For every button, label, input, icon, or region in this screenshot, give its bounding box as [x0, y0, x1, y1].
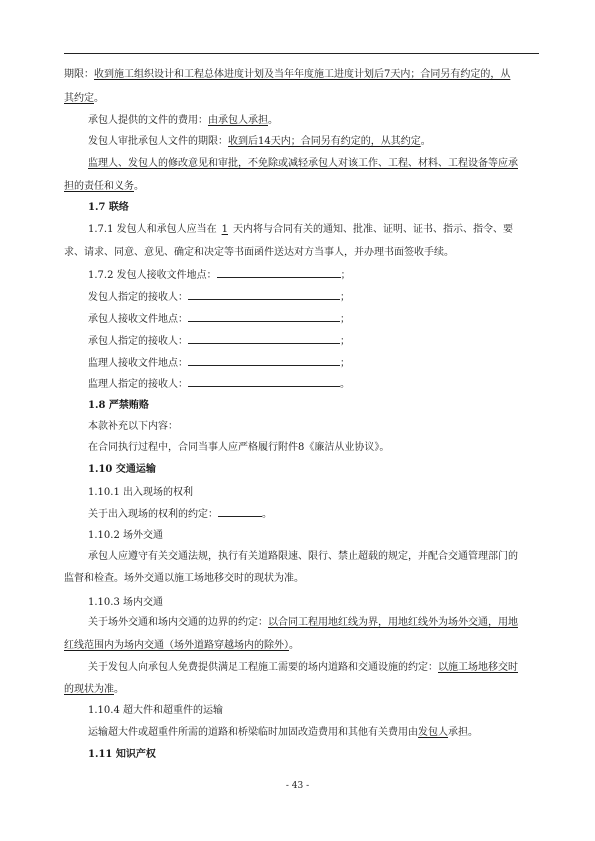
- section-heading: 1.7 联络: [88, 202, 129, 213]
- blank-line: [188, 290, 340, 300]
- text-span: 期限：: [64, 69, 94, 80]
- text-line: [64, 68, 510, 82]
- text-span: 关于发包人向承包人免费提供满足工程施工需要的场内道路和交通设施的约定：: [88, 662, 438, 673]
- header-rule: [64, 53, 539, 54]
- text-span: ；: [340, 292, 350, 303]
- text-line: [88, 661, 518, 675]
- text-span: 。: [134, 181, 144, 192]
- text-line: [88, 114, 278, 128]
- blank-line: [188, 334, 340, 344]
- text-line: [88, 726, 478, 740]
- text-span: 发包人指定的接收人：: [88, 292, 188, 303]
- text-line: [88, 135, 431, 149]
- text-span: 承担。: [448, 727, 478, 738]
- text-line: [64, 180, 144, 194]
- text-span: 。: [268, 115, 278, 126]
- underlined-text: 由承包人承担: [208, 115, 268, 126]
- text-span: 监理人指定的接收人：: [88, 379, 188, 390]
- text-line: [64, 683, 124, 697]
- blank-line: [188, 312, 340, 322]
- text-line: 求、请求、同意、意见、确定和决定等书面函件送达对方当事人，并办理书面签收手续。: [64, 247, 454, 258]
- text-span: 承包人接收文件地点：: [88, 314, 188, 325]
- underlined-text: 红线范围内为场内交通（场外道路穿越场内的除外）: [64, 640, 289, 651]
- blank-line: [188, 377, 340, 387]
- text-span: 1.7.1 发包人和承包人应当在: [88, 224, 217, 235]
- text-line: 1.10.3 场内交通: [88, 597, 163, 608]
- text-line: [88, 377, 350, 392]
- text-span: 承包人指定的接收人：: [88, 336, 188, 347]
- underlined-text: 1: [221, 224, 228, 235]
- page-number: - 43 -: [285, 781, 310, 791]
- text-span: 运输超大件或超重件所需的道路和桥梁临时加固改造费用和其他有关费用由: [88, 727, 418, 738]
- blank-line: [188, 356, 340, 366]
- underlined-text: 担的责任和义务: [64, 181, 134, 192]
- text-line: 在合同执行过程中，合同当事人应严格履行附件8《廉洁从业协议》。: [88, 442, 390, 453]
- text-line: 本款补充以下内容：: [88, 421, 178, 432]
- text-span: 承包人提供的文件的费用：: [88, 115, 208, 126]
- text-line: [88, 157, 518, 171]
- text-span: 。: [94, 93, 104, 104]
- text-line: [88, 268, 351, 283]
- section-heading: 1.10 交通运输: [88, 464, 156, 475]
- text-span: ；: [340, 270, 351, 281]
- text-span: 发包人审批承包人文件的期限：: [88, 136, 228, 147]
- underlined-text: 监理人、发包人的修改意见和审批，不免除或减轻承包人对该工作、工程、材料、工程设备等应承: [88, 158, 518, 169]
- text-span: 1.7.2 发包人接收文件地点：: [88, 270, 217, 281]
- text-line: 监督和检查。场外交通以施工场地移交时的现状为准。: [64, 573, 304, 584]
- text-span: 监理人接收文件地点：: [88, 358, 188, 369]
- text-span: 。: [420, 136, 431, 147]
- section-heading: 1.8 严禁贿赂: [88, 400, 149, 411]
- underlined-text: 其约定: [64, 93, 94, 104]
- text-span: 。: [114, 684, 124, 695]
- text-span: ；: [340, 358, 350, 369]
- section-heading: 1.11 知识产权: [88, 749, 156, 760]
- text-line: [88, 334, 350, 349]
- underlined-text: 发包人: [418, 727, 448, 738]
- text-span: 。: [262, 509, 272, 520]
- text-span: 关于出入现场的权利的约定：: [88, 509, 218, 520]
- text-span: ；: [340, 336, 350, 347]
- text-line: [88, 223, 513, 237]
- text-span: ；: [340, 314, 350, 325]
- text-line: [88, 312, 350, 327]
- text-span: 天内将与合同有关的通知、批准、证明、证书、指示、指令、要: [233, 224, 513, 235]
- underlined-text: 收到后14天内；合同另有约定的，从其约定: [228, 136, 421, 147]
- text-line: [88, 356, 350, 371]
- underlined-text: 以合同工程用地红线为界，用地红线外为场外交通，用地: [268, 617, 518, 628]
- underlined-text: 的现状为准: [64, 684, 114, 695]
- text-line: [64, 639, 299, 653]
- text-span: 。: [340, 379, 350, 390]
- text-span: 。: [289, 640, 299, 651]
- text-line: [88, 616, 518, 630]
- text-line: [88, 290, 350, 305]
- underlined-text: 以施工场地移交时: [438, 662, 518, 673]
- underlined-text: 收到施工组织设计和工程总体进度计划及当年年度施工进度计划后7天内；合同另有约定的，从: [94, 69, 511, 80]
- blank-line: [217, 268, 341, 278]
- text-span: 关于场外交通和场内交通的边界的约定：: [88, 617, 268, 628]
- text-line: 1.10.4 超大件和超重件的运输: [88, 705, 223, 716]
- blank-line: [218, 507, 262, 517]
- text-line: 1.10.1 出入现场的权利: [88, 487, 193, 498]
- text-line: 1.10.2 场外交通: [88, 530, 163, 541]
- text-line: [88, 507, 272, 522]
- text-line: 承包人应遵守有关交通法规，执行有关道路限速、限行、禁止超载的规定，并配合交通管理部门的: [88, 551, 518, 562]
- text-line: [64, 92, 104, 106]
